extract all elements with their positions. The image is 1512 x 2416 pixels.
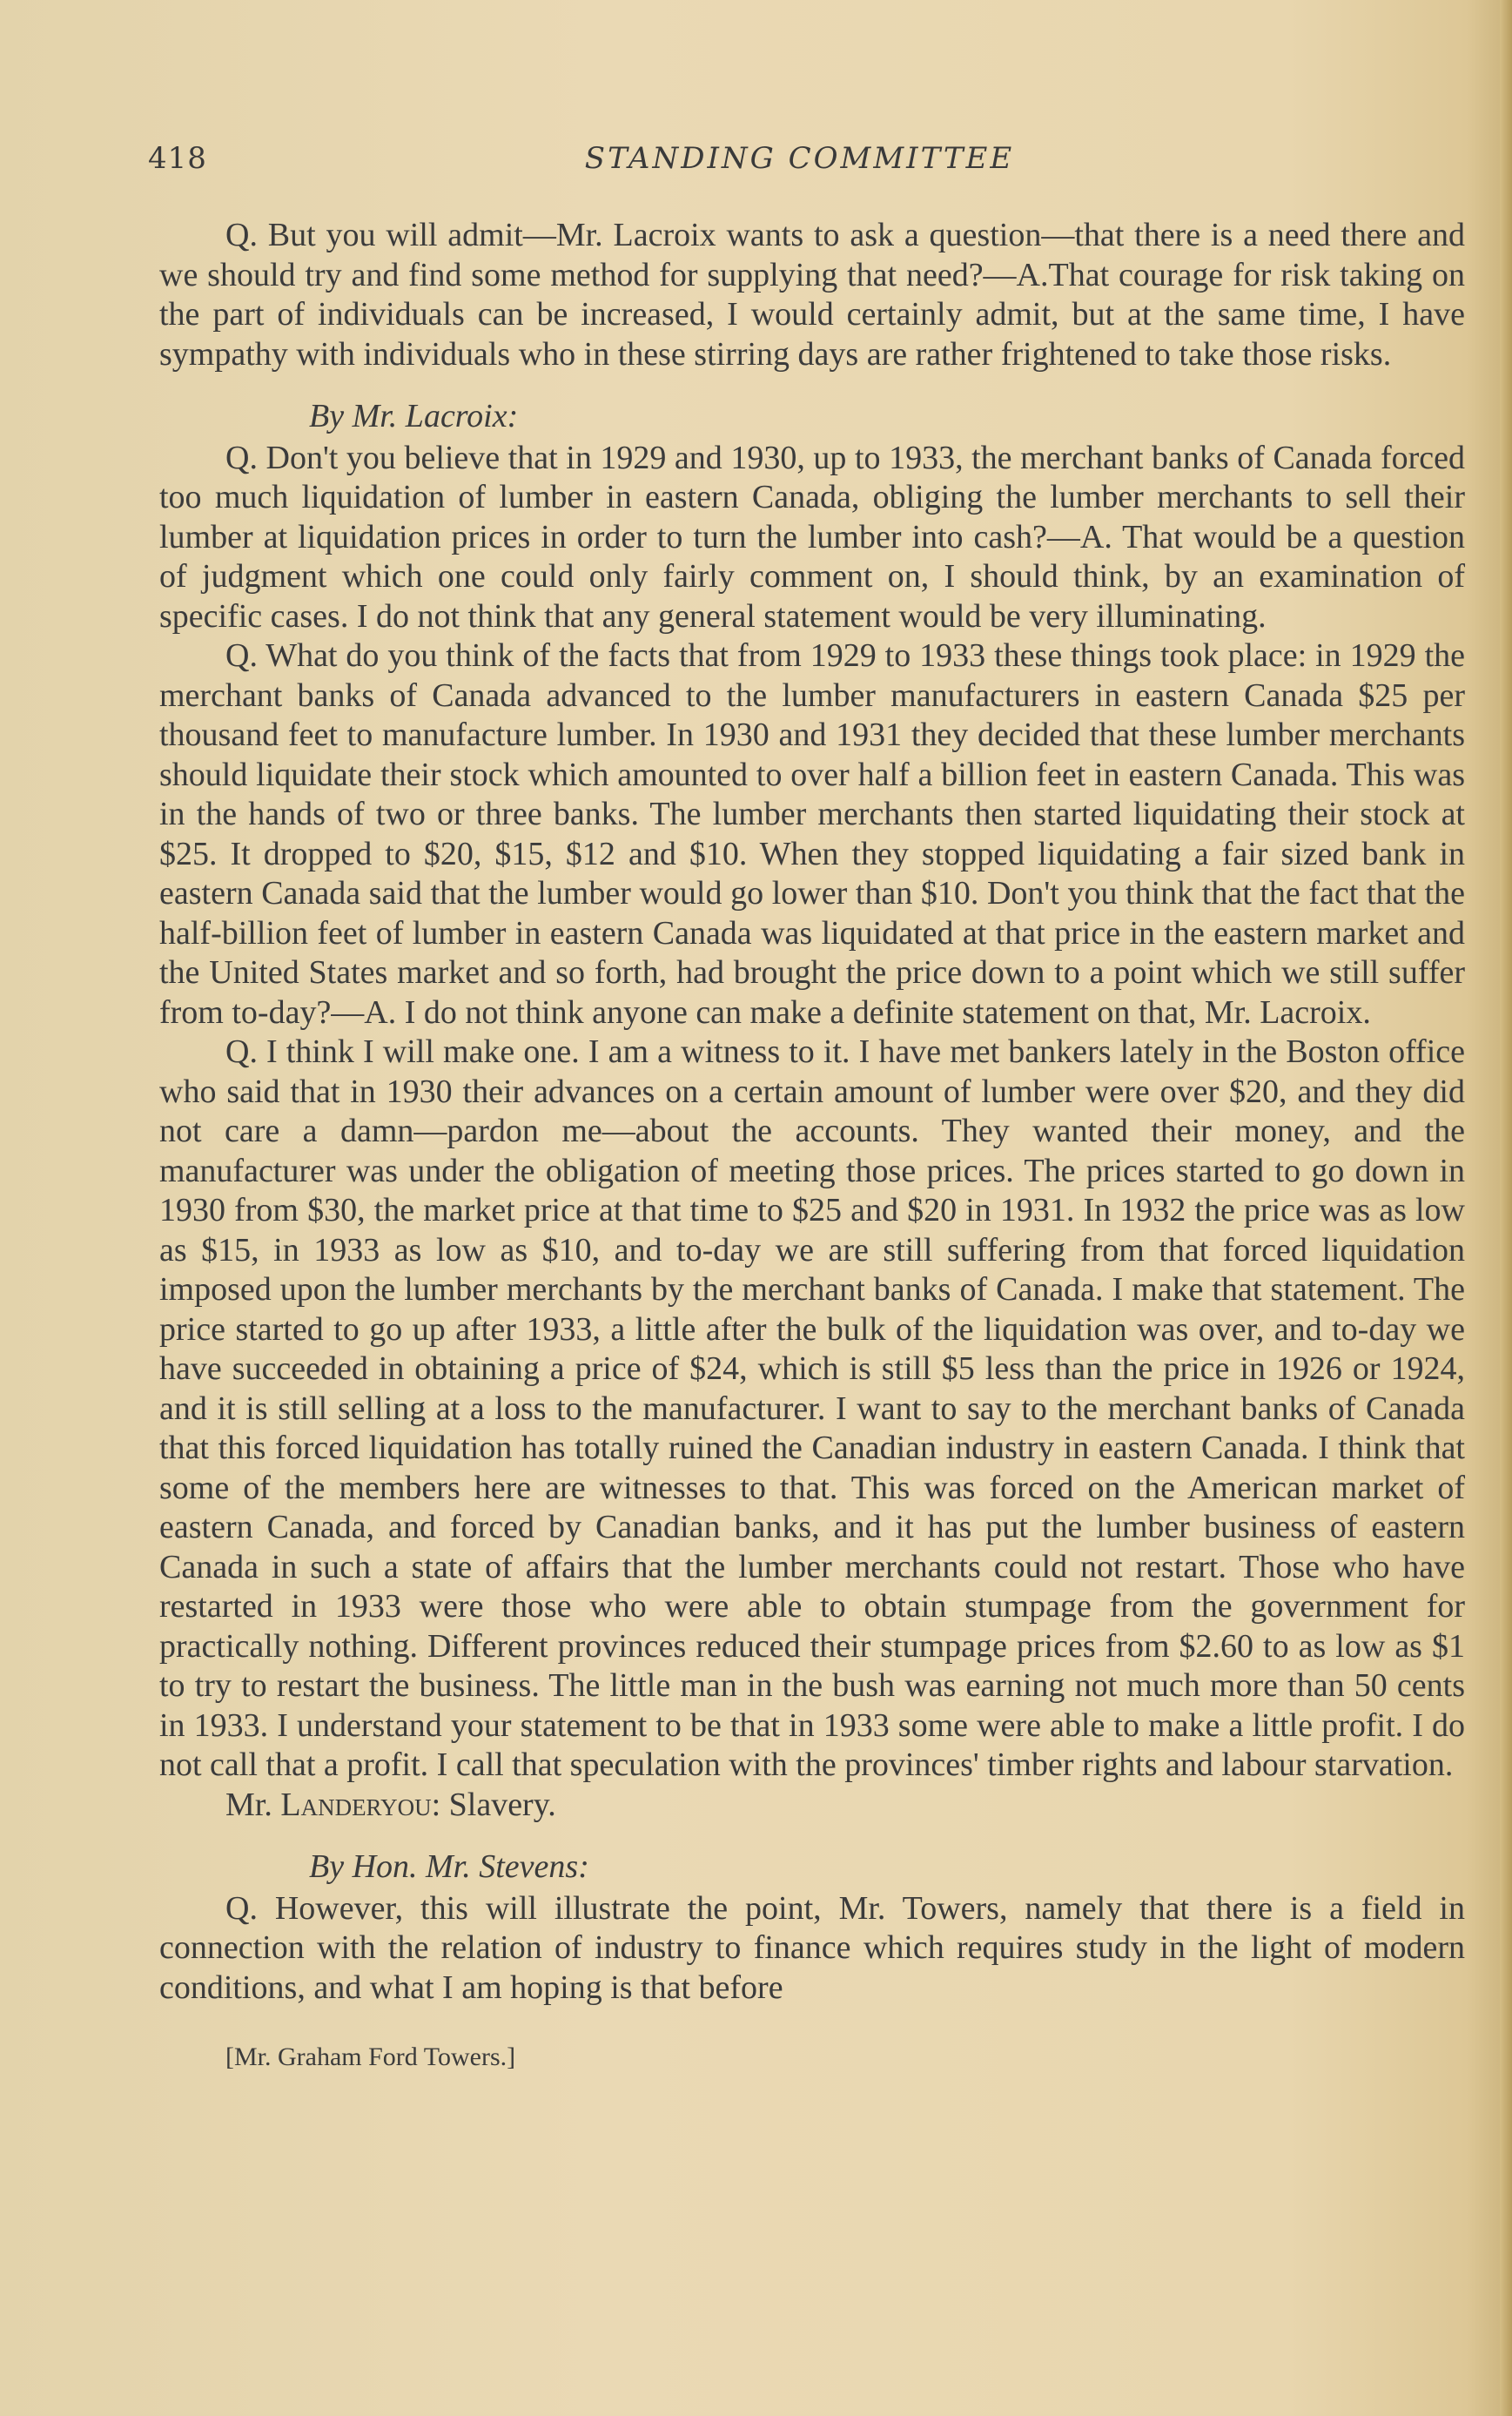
examiner-line-stevens: By Hon. Mr. Stevens:	[309, 1848, 589, 1885]
paragraph-question-1: Q. But you will admit—Mr. Lacroix wants to ask a question—that there is a need there and we should try and find some method for supplying that need?—A.That courage for risk taking on the part of individuals can be increased, I would certainly admit, but at the same time, I have sympathy with individuals who in these stirring days are rather frightened to take those risks.	[159, 217, 1465, 373]
paragraph-question-5: Q. However, this will illustrate the point, Mr. Towers, namely that there is a field in connection with the relation of industry to finance which requires study in the light of modern conditions, and what I am hoping is that before	[159, 1889, 1465, 2006]
page-header	[148, 141, 1451, 185]
speaker-remark-landeryou	[159, 1786, 1465, 1826]
paragraph-question-3: Q. What do you think of the facts that from 1929 to 1933 these things took place: in 1929 the merchant banks of Canada advanced to the lumber manufacturers in eastern Canada $25 per thousand feet to manufacture lumber. In 1930 and 1931 they decided that these lumber merchants should liquidate their stock which amounted to over half a billion feet in eastern Canada. This was in the hands of two or three banks. The lumber merchants then started liquidating their stock at $25. It dropped to $20, $15, $12 and $10. When they stopped liquidating a fair sized bank in eastern Canada said that the lumber would go lower than $10. Don't you think that the fact that the half-billion feet of lumber in eastern Canada was liquidated at that price in the eastern market and the United States market and so forth, had brought the price down to a point which we still suffer from to-day?—A. I do not think anyone can make a definite statement on that, Mr. Lacroix.	[159, 637, 1465, 1031]
speaker-prefix: Mr.	[225, 1786, 281, 1823]
paragraph-question-4: Q. I think I will make one. I am a witness to it. I have met bankers lately in the Boston office who said that in 1930 their advances on a certain amount of lumber were over $20, and they did not care a damn—pardon me—about the accounts. They wanted their money, and the manufacturer was under the obligation of meeting those prices. The prices started to go down in 1930 from $30, the market price at that time to $25 and $20 in 1931. In 1932 the price was as low as $15, in 1933 as low as $10, and to-day we are still suffering from that forced liquidation imposed upon the lumber merchants by the merchant banks of Canada. I make that statement. The price started to go up after 1933, a little after the bulk of the liquidation was over, and to-day we have succeeded in obtaining a price of $24, which is still $5 less than the price in 1926 or 1924, and it is still selling at a loss to the manufacturer. I want to say to the merchant banks of Canada that this forced liquidation has totally ruined the Canadian industry in eastern Canada. I think that some of the members here are witnesses to that. This was forced on the American market of eastern Canada, and forced by Canadian banks, and it has put the lumber business of eastern Canada in such a state of affairs that the lumber merchants could not restart. Those who have restarted in 1933 were those who were able to obtain stumpage from the government for practically nothing. Different provinces reduced their stumpage prices from $2.60 to as low as $1 to try to restart the business. The little man in the bush was earning not much more than 50 cents in 1933. I understand your statement to be that in 1933 some were able to make a little profit. I do not call that a profit. I call that speculation with the provinces' timber rights and labour starvation.	[159, 1033, 1465, 1783]
running-head: STANDING COMMITTEE	[584, 141, 1015, 176]
speaker-name: Landeryou	[280, 1786, 432, 1823]
page-number: 418	[148, 141, 207, 176]
page-edge-shadow	[1500, 0, 1512, 2416]
witness-tag: [Mr. Graham Ford Towers.]	[225, 2042, 516, 2071]
examiner-line-lacroix: By Mr. Lacroix:	[309, 398, 519, 434]
speaker-text: : Slavery.	[431, 1786, 556, 1823]
paragraph-question-2: Q. Don't you believe that in 1929 and 1930, up to 1933, the merchant banks of Canada forced too much liquidation of lumber in eastern Canada, obliging the lumber merchants to sell their lumber at liquidation prices in order to turn the lumber into cash?—A. That would be a question of judgment which one could only fairly comment on, I should think, by an examination of specific cases. I do not think that any general statement would be very illuminating.	[159, 439, 1465, 635]
page-body	[159, 216, 1465, 2077]
